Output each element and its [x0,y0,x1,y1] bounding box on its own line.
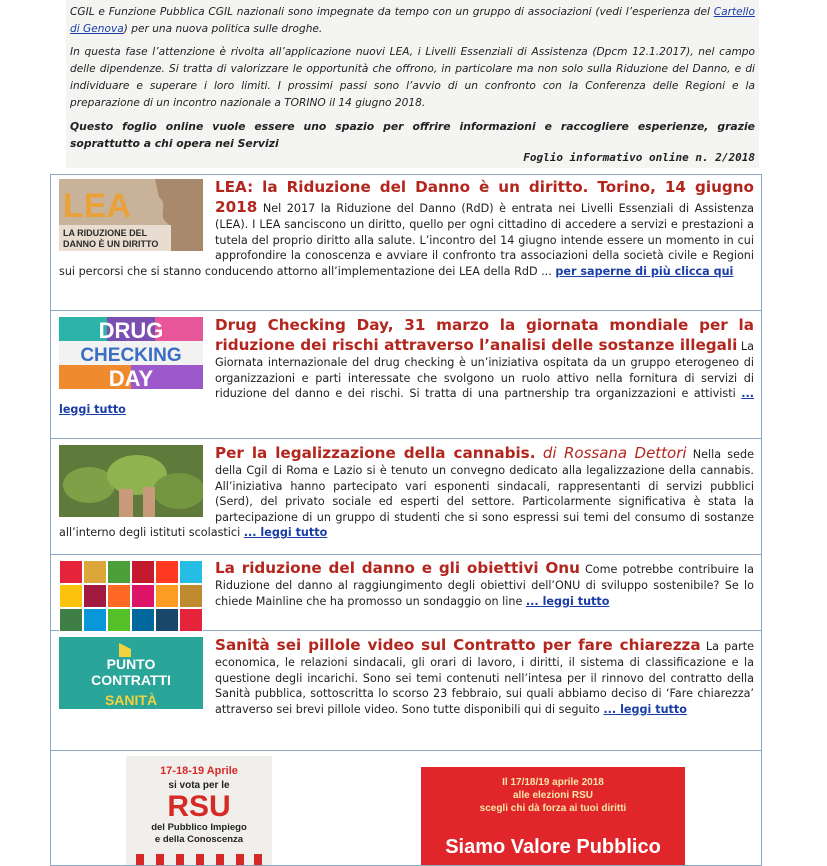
news-body: La parte economica, le relazioni sindacali, gli orari di lavoro, i diritti, il sistema di classificazione e la questione degli incarichi. Sono sei temi contenuti nell’intesa per il rinnovo del contratto della Sanità pubblica, sottoscritta lo scorso 23 febbraio, sui quali abbiamo deciso di ‘Fare chiarezza’ attraverso sei brevi pillole video. Sono tutte disponibili qui di seguito [215,640,754,716]
cannabis-plant-image [59,445,203,517]
news-list [50,174,762,866]
read-more-link[interactable]: per saperne di più clicca qui [555,264,734,278]
lea-image-text: DANNO È UN DIRITTO [63,239,159,249]
news-title[interactable]: La riduzione del danno e gli obiettivi Onu [215,559,580,577]
read-more-link[interactable]: ... leggi tutto [525,594,610,608]
drug-image-text: DAY [108,366,154,389]
news-body: Nel 2017 la Riduzione del Danno (RdD) è entrata nei Livelli Essenziali di Assistenza (LEA). I LEA sanciscono un diritto, quello per ogni cittadino di accedere a servizi e prestazioni a tutela del proprio diritto alla salute. L’incontro del 14 giugno intende essere un momento in cui approfondire la conoscenza e avviare il confronto tra associazioni della società civile e Regioni sui percorsi che si stanno conducendo attorno all’implementazione dei LEA della RdD ... [59,202,754,278]
news-author: di Rossana Dettori [535,444,687,462]
news-item-cannabis [51,439,761,555]
news-title[interactable]: Sanità sei pillole video sul Contratto per fare chiarezza [215,636,701,654]
rsu-banner-text: si vota per le [168,780,230,791]
lea-puzzle-image [59,179,203,251]
news-item-onu [51,555,761,631]
news-item-lea [51,175,761,311]
rsu-banner-text: del Pubblico Impiego [151,822,247,833]
news-item-drug-checking [51,311,761,439]
read-more-link[interactable]: ... leggi tutto [59,387,754,416]
drug-checking-image [59,317,203,389]
drug-image-text: CHECKING [80,345,182,366]
banners-row [51,751,761,865]
intro-paragraph-2: In questa fase l’attenzione è rivolta all’applicazione nuovi LEA, i Livelli Essenziali di Assistenza (Dpcm 12.1.2017), nel campo delle dipendenze. Si tratta di valorizzare le opportunità che offrono, in particolare ma non solo sulla Riduzione del Danno, e di individuare e superare i loro limiti. I prossimi passi sono l’avvio di un confronto con la Conferenza delle Regioni e la preparazione di un incontro nazionale a TORINO il 14 giugno 2018. [70,46,755,109]
punto-contratti-image [59,637,203,709]
news-title[interactable]: Drug Checking Day, 31 marzo la giornata mondiale per la riduzione dei rischi attraverso l’analisi delle sostanze illegali [215,316,754,354]
valore-banner-text: alle elezioni RSU [512,790,594,801]
issue-number: Foglio informativo online n. 2/2018 [523,151,755,164]
news-body: Come potrebbe contribuire la Riduzione del danno al raggiungimento degli obiettivi dell’ONU di sviluppo sostenibile? Se lo chiede Mainline che ha promosso un sondaggio on line [215,563,755,608]
valore-pubblico-banner[interactable] [421,767,685,865]
news-item-sanita [51,631,761,751]
news-body: Nella sede della Cgil di Roma e Lazio si è tenuto un convegno dedicato alla legalizzazione della cannabis. All’iniziativa hanno partecipato vari esponenti sindacali, rappresentanti di servizi pubblici (Serd), del privato sociale ed esperti del settore. Particolarmente significativa è stata la partecipazione di un gruppo di studenti che si sono espressi sui temi del consumo di sostanze all’interno degli istituti scolastici [59,448,754,540]
intro-paragraph-1 [70,0,755,38]
rsu-banner-dates: 17-18-19 Aprile [160,765,238,777]
sanita-image-text: SANITÀ [104,692,158,708]
sanita-image-text: CONTRATTI [91,672,171,688]
rsu-banner-text: e della Conoscenza [154,834,244,845]
news-title[interactable]: Per la legalizzazione della cannabis. [215,444,536,462]
sdg-goals-image [59,560,203,632]
rsu-banner-big: RSU [167,790,231,823]
intro-text: CGIL e Funzione Pubblica CGIL nazionali sono impegnate da tempo con un gruppo di associazioni (vedi l’esperienza del [70,6,714,18]
sanita-image-text: PUNTO [106,656,156,672]
intro-text: ) per una nuova politica sulle droghe. [123,23,323,35]
rsu-vote-banner[interactable] [126,756,272,865]
drug-image-text: DRUG [98,318,164,343]
news-title[interactable]: LEA: la Riduzione del Danno è un diritto. Torino, 14 giugno 2018 [215,178,754,216]
intro-paragraph-3: Questo foglio online vuole essere uno spazio per offrire informazioni e raccogliere esperienze, grazie soprattutto a chi opera nei Servizi [70,120,755,150]
intro-box [66,0,759,168]
cartello-genova-link[interactable]: Cartello di Genova [70,6,755,35]
lea-image-text: LA RIDUZIONE DEL [63,228,148,238]
lea-image-text: LEA [63,187,131,225]
read-more-link[interactable]: ... leggi tutto [603,702,687,716]
news-body: La Giornata internazionale del drug checking è un’iniziativa ospitata da un gruppo eterogeneo di organizzazioni e parti interessate che svolgono un ruolo attivo nella fornitura di servizi di riduzione del danno e dei rischi. Si tratta di una partnership tra organizzazioni e attivisti [215,340,754,401]
valore-banner-text: scegli chi dà forza ai tuoi diritti [479,803,627,814]
valore-banner-text: Il 17/18/19 aprile 2018 [502,777,604,788]
valore-banner-big: Siamo Valore Pubblico [445,836,661,858]
read-more-link[interactable]: ... leggi tutto [243,526,328,540]
